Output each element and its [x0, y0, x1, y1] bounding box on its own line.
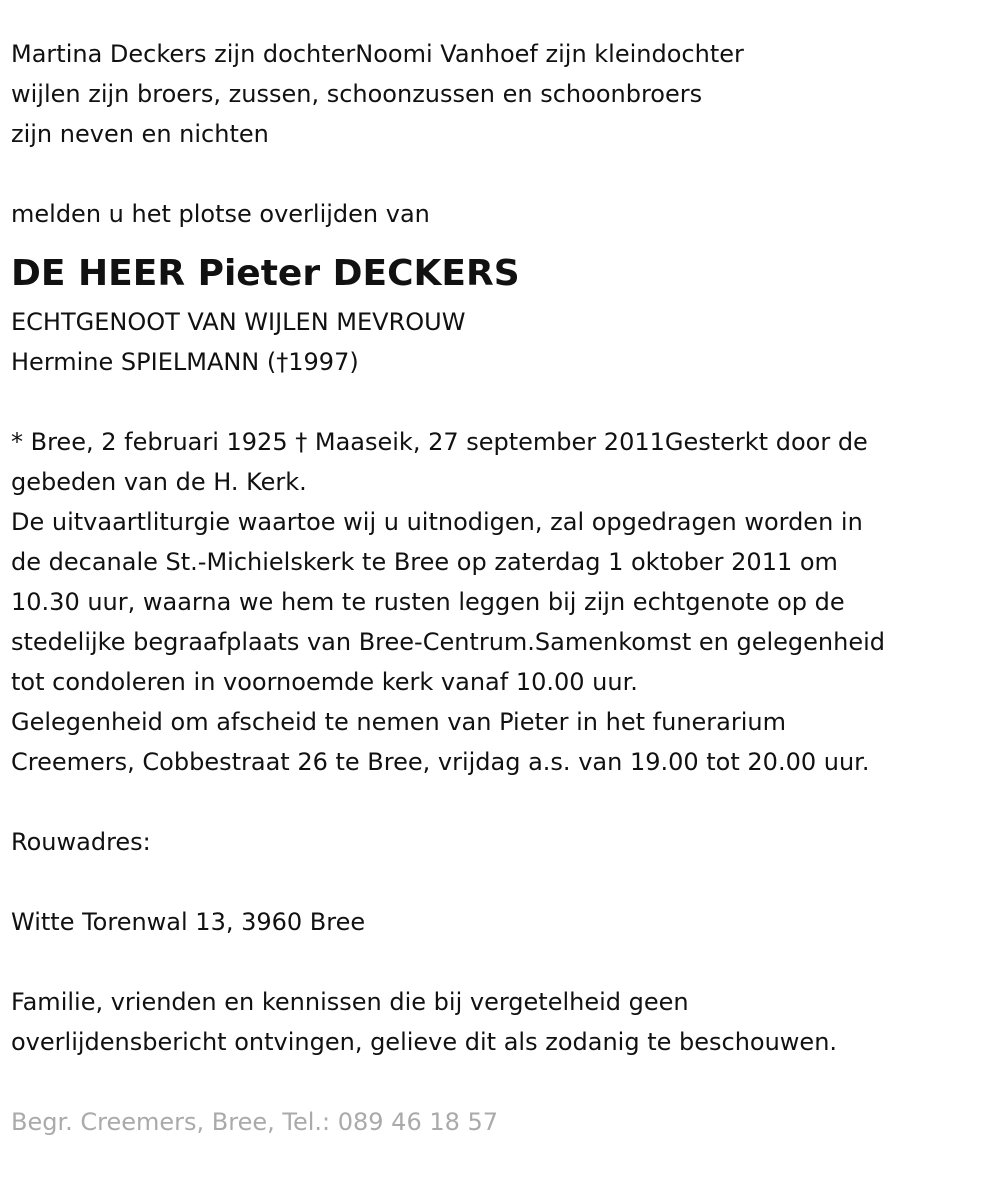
closing-line: Familie, vrienden en kennissen die bij vergetelheid geen — [11, 988, 689, 1016]
closing-line: overlijdensbericht ontvingen, gelieve dit als zodanig te beschouwen. — [11, 1028, 838, 1056]
funeral-home-footer: Begr. Creemers, Bree, Tel.: 089 46 18 57 — [11, 1108, 499, 1136]
body-line: gebeden van de H. Kerk. — [11, 468, 307, 496]
body-line: Gelegenheid om afscheid te nemen van Pieter in het funerarium — [11, 708, 786, 736]
spouse-title: ECHTGENOOT VAN WIJLEN MEVROUW — [11, 308, 466, 336]
spacer — [11, 942, 991, 982]
announcement-text: melden u het plotse overlijden van — [11, 200, 430, 228]
family-line: zijn neven en nichten — [11, 120, 269, 148]
spacer — [11, 382, 991, 422]
address-text: Witte Torenwal 13, 3960 Bree — [11, 908, 366, 936]
body-line: tot condoleren in voornoemde kerk vanaf 10.00 uur. — [11, 668, 638, 696]
spouse-name: Hermine SPIELMANN (†1997) — [11, 348, 359, 376]
spacer — [11, 782, 991, 822]
spacer — [11, 154, 991, 194]
body-line: Creemers, Cobbestraat 26 te Bree, vrijdag a.s. van 19.00 tot 20.00 uur. — [11, 748, 870, 776]
body-line: 10.30 uur, waarna we hem te rusten leggen bij zijn echtgenote op de — [11, 588, 845, 616]
body-line: de decanale St.-Michielskerk te Bree op zaterdag 1 oktober 2011 om — [11, 548, 838, 576]
obituary-notice — [11, 34, 991, 1142]
body-line: De uitvaartliturgie waartoe wij u uitnodigen, zal opgedragen worden in — [11, 508, 863, 536]
spacer — [11, 862, 991, 902]
deceased-name: DE HEER Pieter DECKERS — [11, 253, 520, 294]
spacer — [11, 1062, 991, 1102]
family-line: wijlen zijn broers, zussen, schoonzussen en schoonbroers — [11, 80, 703, 108]
body-line: * Bree, 2 februari 1925 † Maaseik, 27 september 2011Gesterkt door de — [11, 428, 868, 456]
family-line: Martina Deckers zijn dochterNoomi Vanhoef zijn kleindochter — [11, 40, 744, 68]
body-line: stedelijke begraafplaats van Bree-Centrum.Samenkomst en gelegenheid — [11, 628, 885, 656]
address-label: Rouwadres: — [11, 828, 151, 856]
